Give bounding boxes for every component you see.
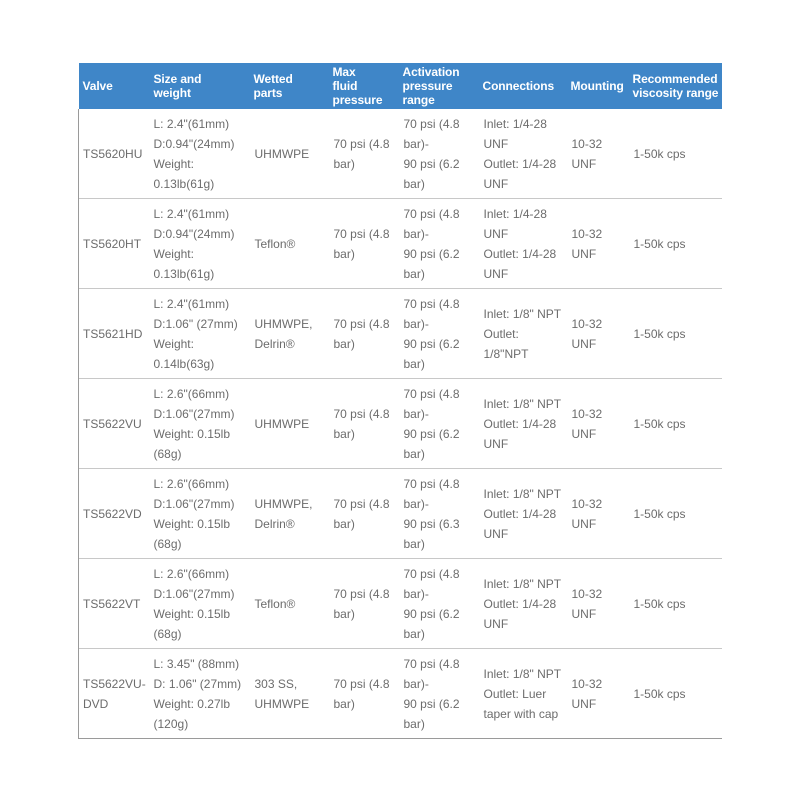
cell-line: Teflon® [254, 596, 296, 611]
cell-line: viscosity range [632, 86, 719, 100]
cell-line: 70 psi (4.8 [403, 206, 460, 221]
cell-line: range [402, 93, 435, 107]
cell-line: 70 psi (4.8 [403, 296, 460, 311]
table-row [79, 109, 722, 199]
cell-viscosity [629, 199, 722, 289]
cell-line: 90 psi (6.2 [403, 696, 460, 711]
cell-line: L: 3.45" (88mm) [153, 656, 240, 671]
cell-line: (68g) [153, 626, 182, 641]
cell-line: Wetted [253, 72, 293, 86]
cell-line: Max [332, 65, 356, 79]
header-row [79, 63, 722, 109]
cell-line: Connections [482, 79, 555, 93]
cell-line: bar) [403, 356, 425, 371]
cell-line: UHMWPE, [254, 316, 313, 331]
table-row [79, 559, 722, 649]
cell-wetted-parts [250, 109, 329, 199]
cell-line: 1-50k cps [633, 326, 686, 341]
cell-line: 90 psi (6.2 [403, 426, 460, 441]
cell-viscosity [629, 559, 722, 649]
cell-connections [479, 199, 567, 289]
cell-line: TS5620HT [83, 236, 142, 251]
cell-max-pressure [329, 469, 399, 559]
cell-wetted-parts [250, 289, 329, 379]
cell-size-weight [150, 289, 250, 379]
cell-line: Inlet: 1/8" NPT [483, 666, 562, 681]
cell-valve [79, 289, 150, 379]
cell-line: Inlet: 1/8" NPT [483, 576, 562, 591]
cell-line: 10-32 [571, 676, 603, 691]
cell-line: Mounting [570, 79, 624, 93]
cell-line: UNF [483, 526, 509, 541]
cell-line: L: 2.4"(61mm) [153, 206, 230, 221]
cell-line: Weight: [153, 246, 194, 261]
cell-activation-range [399, 289, 479, 379]
cell-line: 1-50k cps [633, 686, 686, 701]
cell-line: bar) [333, 606, 355, 621]
cell-activation-range [399, 199, 479, 289]
cell-line: 70 psi (4.8 [333, 316, 390, 331]
cell-line: 70 psi (4.8 [403, 386, 460, 401]
table-row [79, 379, 722, 469]
cell-size-weight [150, 559, 250, 649]
cell-line: bar) [403, 626, 425, 641]
cell-line: UHMWPE [254, 146, 310, 161]
cell-line: D:0.94"(24mm) [153, 226, 235, 241]
cell-line: bar)- [403, 226, 429, 241]
table-body [79, 109, 722, 739]
cell-valve [79, 109, 150, 199]
cell-line: bar) [333, 426, 355, 441]
cell-line: D: 1.06" (27mm) [153, 676, 242, 691]
cell-mounting [567, 559, 629, 649]
cell-mounting [567, 649, 629, 739]
cell-connections [479, 559, 567, 649]
cell-line: Weight: [153, 156, 194, 171]
cell-line: bar)- [403, 406, 429, 421]
cell-activation-range [399, 379, 479, 469]
cell-valve [79, 559, 150, 649]
header-valve [79, 63, 150, 109]
cell-line: TS5620HU [83, 146, 143, 161]
table-header [79, 63, 722, 109]
cell-mounting [567, 289, 629, 379]
cell-line: bar) [333, 246, 355, 261]
header-connections [479, 63, 567, 109]
cell-wetted-parts [250, 559, 329, 649]
cell-max-pressure [329, 289, 399, 379]
cell-line: pressure [402, 79, 453, 93]
cell-line: UNF [571, 696, 597, 711]
valve-spec-table [78, 63, 722, 739]
cell-line: 1-50k cps [633, 506, 686, 521]
cell-viscosity [629, 109, 722, 199]
cell-line: 1-50k cps [633, 416, 686, 431]
cell-line: Weight: 0.15lb [153, 606, 230, 621]
cell-size-weight [150, 109, 250, 199]
cell-activation-range [399, 469, 479, 559]
cell-valve [79, 379, 150, 469]
cell-line: Outlet: 1/4-28 [483, 596, 557, 611]
cell-line: 1-50k cps [633, 596, 686, 611]
cell-line: bar) [333, 696, 355, 711]
cell-wetted-parts [250, 649, 329, 739]
cell-viscosity [629, 379, 722, 469]
cell-viscosity [629, 289, 722, 379]
cell-max-pressure [329, 559, 399, 649]
cell-line: bar) [403, 266, 425, 281]
cell-line: Size and [153, 72, 202, 86]
cell-line: TS5622VT [83, 596, 141, 611]
cell-line: 303 SS, [254, 676, 298, 691]
cell-line: Outlet: 1/4-28 [483, 506, 557, 521]
cell-connections [479, 379, 567, 469]
cell-line: Inlet: 1/8" NPT [483, 306, 562, 321]
cell-line: UNF [571, 246, 597, 261]
cell-size-weight [150, 469, 250, 559]
table-row [79, 289, 722, 379]
cell-line: Delrin® [254, 516, 295, 531]
cell-line: bar) [333, 516, 355, 531]
cell-line: 1-50k cps [633, 146, 686, 161]
cell-line: 0.13lb(61g) [153, 176, 215, 191]
cell-line: Inlet: 1/8" NPT [483, 486, 562, 501]
cell-line: bar) [403, 446, 425, 461]
cell-line: UNF [483, 266, 509, 281]
header-wetted-parts [250, 63, 329, 109]
table-row [79, 649, 722, 739]
cell-size-weight [150, 649, 250, 739]
cell-line: UNF [571, 426, 597, 441]
cell-line: (68g) [153, 446, 182, 461]
cell-line: 10-32 [571, 136, 603, 151]
cell-line: D:1.06"(27mm) [153, 586, 235, 601]
cell-line: 10-32 [571, 406, 603, 421]
cell-line: D:0.94"(24mm) [153, 136, 235, 151]
cell-activation-range [399, 109, 479, 199]
cell-line: L: 2.6"(66mm) [153, 476, 230, 491]
cell-connections [479, 649, 567, 739]
cell-line: Weight: [153, 336, 194, 351]
cell-valve [79, 649, 150, 739]
cell-line: 10-32 [571, 226, 603, 241]
cell-line: L: 2.6"(66mm) [153, 386, 230, 401]
cell-line: (120g) [153, 716, 189, 731]
cell-line: 70 psi (4.8 [403, 116, 460, 131]
cell-line: D:1.06" (27mm) [153, 316, 238, 331]
cell-mounting [567, 379, 629, 469]
cell-viscosity [629, 469, 722, 559]
cell-line: Outlet: Luer [483, 686, 547, 701]
cell-line: 90 psi (6.2 [403, 246, 460, 261]
cell-line: 70 psi (4.8 [333, 496, 390, 511]
cell-line: 70 psi (4.8 [333, 226, 390, 241]
cell-line: D:1.06"(27mm) [153, 406, 235, 421]
cell-line: D:1.06"(27mm) [153, 496, 235, 511]
cell-line: L: 2.6"(66mm) [153, 566, 230, 581]
cell-valve [79, 469, 150, 559]
cell-line: Inlet: 1/4-28 [483, 116, 547, 131]
header-mounting [567, 63, 629, 109]
cell-line: 10-32 [571, 496, 603, 511]
cell-line: UNF [483, 436, 509, 451]
cell-line: DVD [83, 696, 109, 711]
cell-line: Outlet: 1/4-28 [483, 156, 557, 171]
cell-line: bar)- [403, 316, 429, 331]
cell-line: Weight: 0.15lb [153, 426, 230, 441]
cell-line: taper with cap [483, 706, 559, 721]
cell-line: 90 psi (6.2 [403, 156, 460, 171]
cell-line: weight [153, 86, 191, 100]
cell-line: parts [253, 86, 283, 100]
cell-line: 90 psi (6.3 [403, 516, 460, 531]
cell-line: UHMWPE, [254, 496, 313, 511]
cell-line: UNF [483, 136, 509, 151]
cell-line: fluid [332, 79, 358, 93]
cell-line: UNF [571, 606, 597, 621]
cell-activation-range [399, 649, 479, 739]
cell-max-pressure [329, 379, 399, 469]
cell-max-pressure [329, 649, 399, 739]
cell-line: UHMWPE [254, 416, 310, 431]
cell-line: 90 psi (6.2 [403, 336, 460, 351]
cell-wetted-parts [250, 199, 329, 289]
cell-line: Delrin® [254, 336, 295, 351]
cell-viscosity [629, 649, 722, 739]
header-max-fluid-pressure [329, 63, 399, 109]
cell-max-pressure [329, 199, 399, 289]
cell-line: L: 2.4"(61mm) [153, 116, 230, 131]
header-activation-pressure-range [399, 63, 479, 109]
cell-line: TS5621HD [83, 326, 143, 341]
cell-line: bar) [403, 536, 425, 551]
cell-valve [79, 199, 150, 289]
cell-max-pressure [329, 109, 399, 199]
cell-line: 70 psi (4.8 [333, 406, 390, 421]
cell-line: UNF [571, 516, 597, 531]
cell-line: TS5622VU [83, 416, 142, 431]
cell-line: bar)- [403, 676, 429, 691]
cell-line: UNF [483, 226, 509, 241]
cell-line: 1/8"NPT [483, 346, 529, 361]
cell-line: Outlet: 1/4-28 [483, 416, 557, 431]
cell-line: UNF [571, 336, 597, 351]
cell-line: Activation [402, 65, 460, 79]
cell-line: bar)- [403, 136, 429, 151]
cell-wetted-parts [250, 379, 329, 469]
cell-line: bar) [403, 716, 425, 731]
cell-size-weight [150, 199, 250, 289]
cell-line: Recommended [632, 72, 718, 86]
cell-line: (68g) [153, 536, 182, 551]
cell-line: 70 psi (4.8 [403, 566, 460, 581]
header-viscosity-range [629, 63, 722, 109]
cell-line: Inlet: 1/8" NPT [483, 396, 562, 411]
cell-connections [479, 289, 567, 379]
cell-line: UNF [571, 156, 597, 171]
cell-line: 0.14lb(63g) [153, 356, 215, 371]
cell-line: UNF [483, 176, 509, 191]
cell-line: Weight: 0.27lb [153, 696, 230, 711]
cell-line: UHMWPE [254, 696, 310, 711]
cell-activation-range [399, 559, 479, 649]
cell-line: bar) [333, 336, 355, 351]
cell-line: 90 psi (6.2 [403, 606, 460, 621]
cell-line: TS5622VU- [83, 676, 146, 691]
cell-line: Weight: 0.15lb [153, 516, 230, 531]
cell-line: Valve [82, 79, 113, 93]
cell-line: Inlet: 1/4-28 [483, 206, 547, 221]
cell-line: Teflon® [254, 236, 296, 251]
cell-mounting [567, 469, 629, 559]
cell-line: bar)- [403, 496, 429, 511]
cell-line: bar) [403, 176, 425, 191]
cell-mounting [567, 109, 629, 199]
cell-line: bar) [333, 156, 355, 171]
table-row [79, 199, 722, 289]
cell-line: 70 psi (4.8 [403, 476, 460, 491]
cell-line: 70 psi (4.8 [333, 136, 390, 151]
cell-line: 0.13lb(61g) [153, 266, 215, 281]
cell-line: bar)- [403, 586, 429, 601]
cell-line: 10-32 [571, 586, 603, 601]
cell-line: Outlet: 1/4-28 [483, 246, 557, 261]
cell-connections [479, 109, 567, 199]
cell-size-weight [150, 379, 250, 469]
header-size-weight [150, 63, 250, 109]
table-row [79, 469, 722, 559]
cell-line: pressure [332, 93, 383, 107]
cell-line: UNF [483, 616, 509, 631]
cell-line: Outlet: [483, 326, 519, 341]
cell-line: 70 psi (4.8 [333, 676, 390, 691]
cell-line: 70 psi (4.8 [403, 656, 460, 671]
cell-line: L: 2.4"(61mm) [153, 296, 230, 311]
cell-mounting [567, 199, 629, 289]
cell-line: 1-50k cps [633, 236, 686, 251]
cell-connections [479, 469, 567, 559]
cell-wetted-parts [250, 469, 329, 559]
cell-line: TS5622VD [83, 506, 142, 521]
cell-line: 70 psi (4.8 [333, 586, 390, 601]
cell-line: 10-32 [571, 316, 603, 331]
